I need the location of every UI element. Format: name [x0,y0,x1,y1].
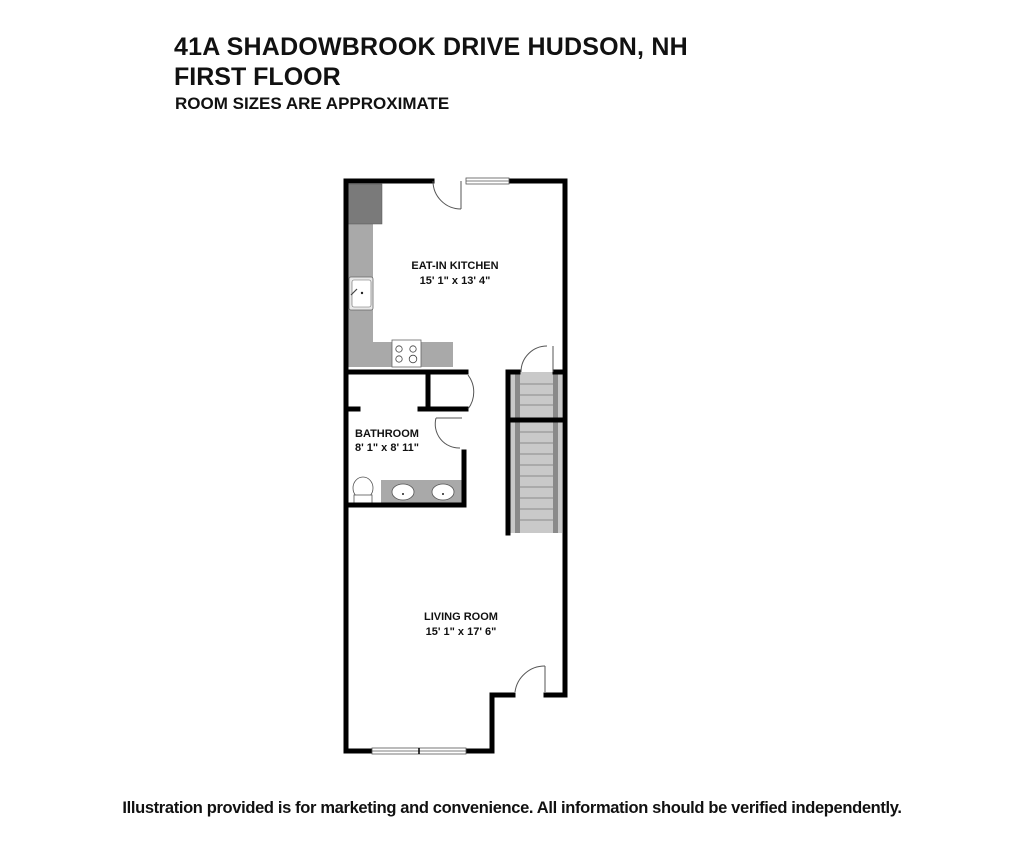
bathroom-door-icon [435,418,462,448]
room-size: 15' 1" x 13' 4" [419,275,491,287]
room-size: 8' 1" x 8' 11" [355,442,419,454]
disclaimer-text: Illustration provided is for marketing and convenience. All information should be verified independently. [122,799,902,817]
approximate-sizes-note: ROOM SIZES ARE APPROXIMATE [175,94,450,113]
staircase [510,372,562,533]
kitchen-sink-icon [349,277,373,310]
room-name: LIVING ROOM [424,611,498,623]
refrigerator-icon [348,184,382,224]
room-label-bathroom [355,428,419,454]
closet-door-icon [468,375,474,409]
property-address-title: 41A SHADOWBROOK DRIVE HUDSON, NH [174,33,688,61]
front-door-icon [515,666,545,692]
room-size: 15' 1" x 17' 6" [425,626,497,638]
room-name: EAT-IN KITCHEN [411,260,499,272]
stove-icon [392,340,421,367]
floor-label: FIRST FLOOR [174,63,341,91]
kitchen-exterior-door-icon [433,181,461,209]
room-label-living-room [424,611,498,638]
room-label-kitchen [411,260,498,287]
toilet-icon [353,477,373,503]
stair-door-icon [521,346,553,372]
double-vanity-icon [381,480,462,503]
room-name: BATHROOM [355,428,419,440]
